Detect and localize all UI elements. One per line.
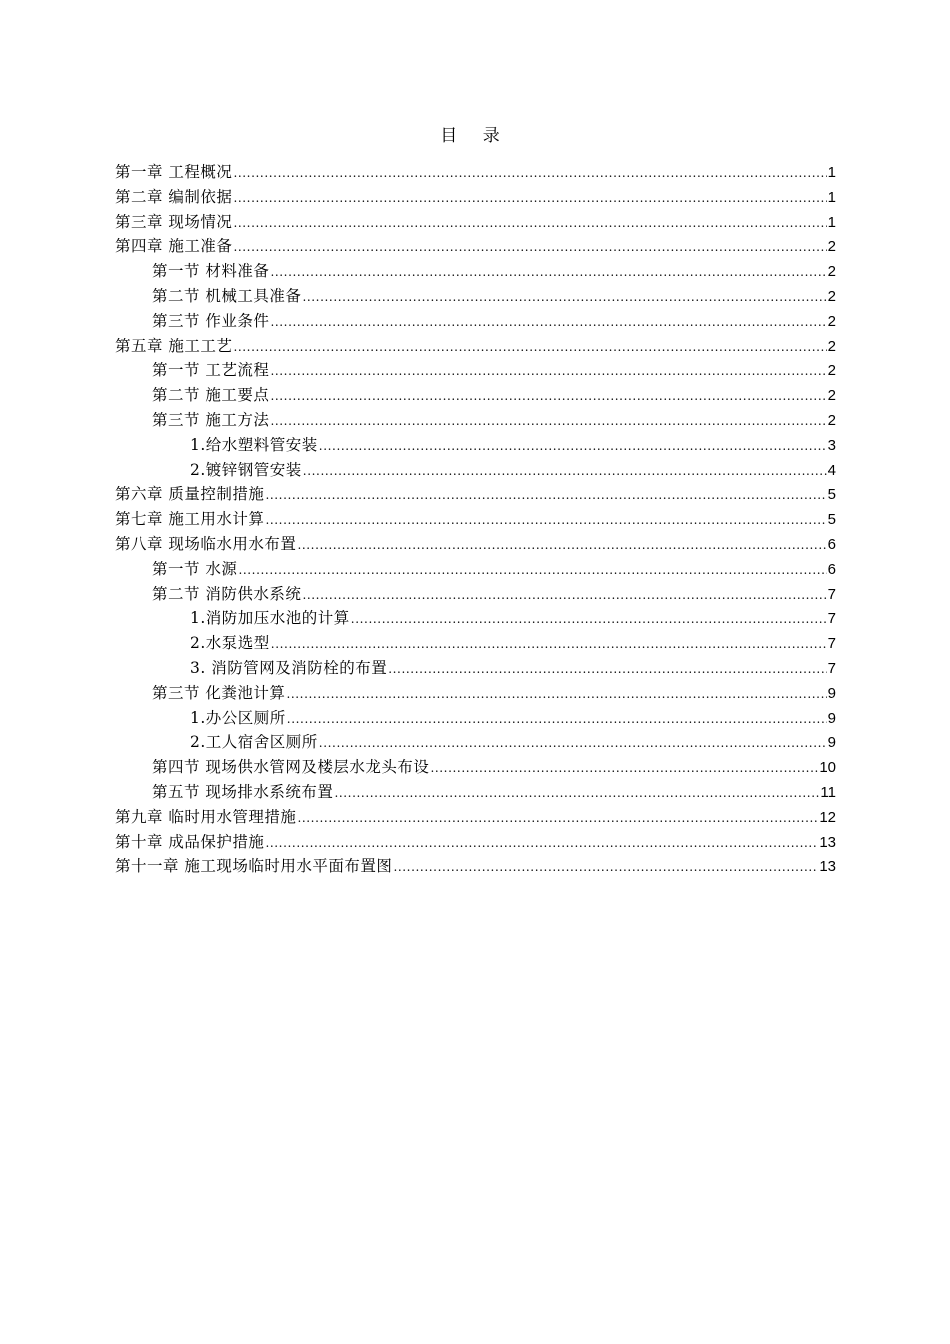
toc-entry-label: 第二节 消防供水系统 <box>152 584 302 603</box>
toc-dot-leader <box>265 831 818 856</box>
toc-entry-label: 第一节 材料准备 <box>152 262 270 281</box>
toc-dot-leader <box>270 409 826 434</box>
toc-entry-label: 1.消防加压水池的计算 <box>190 609 350 628</box>
toc-dot-leader <box>270 260 826 285</box>
toc-dot-leader <box>351 607 827 632</box>
toc-entry-page-number: 2 <box>827 263 836 281</box>
toc-entry-page-number: 2 <box>827 387 836 405</box>
toc-entry[interactable] <box>115 458 836 483</box>
toc-entry[interactable] <box>115 631 836 656</box>
toc-entry-page-number: 7 <box>827 635 836 653</box>
toc-entry-label: 第八章 现场临水用水布置 <box>115 534 297 553</box>
toc-entry-label: 2.镀锌钢管安装 <box>190 460 302 479</box>
toc-dot-leader <box>233 211 826 236</box>
toc-entry[interactable] <box>115 830 836 855</box>
toc-entry[interactable] <box>115 259 836 284</box>
toc-entry[interactable] <box>115 309 836 334</box>
toc-dot-leader <box>233 186 826 211</box>
toc-entry-label: 第九章 临时用水管理措施 <box>115 807 297 826</box>
toc-dot-leader <box>233 161 826 186</box>
toc-entry[interactable] <box>115 507 836 532</box>
toc-entry[interactable] <box>115 606 836 631</box>
toc-entry-label: 1.给水塑料管安装 <box>190 435 318 454</box>
toc-dot-leader <box>393 855 818 880</box>
toc-entry[interactable] <box>115 284 836 309</box>
toc-dot-leader <box>270 359 826 384</box>
toc-entry-label: 第七章 施工用水计算 <box>115 510 265 529</box>
toc-entry[interactable] <box>115 706 836 731</box>
toc-entry[interactable] <box>115 334 836 359</box>
toc-dot-leader <box>265 483 826 508</box>
toc-entry-page-number: 6 <box>827 535 836 553</box>
toc-dot-leader <box>303 459 827 484</box>
toc-entry-page-number: 5 <box>827 486 836 504</box>
toc-dot-leader <box>388 657 826 682</box>
toc-entry-page-number: 9 <box>827 684 836 702</box>
toc-entry[interactable] <box>115 780 836 805</box>
toc-dot-leader <box>287 707 827 732</box>
toc-entry-label: 第二章 编制依据 <box>115 187 233 206</box>
toc-entry-label: 第五章 施工工艺 <box>115 336 233 355</box>
toc-entry[interactable] <box>115 210 836 235</box>
toc-entry-label: 2.工人宿舍区厕所 <box>190 733 318 752</box>
toc-entry-page-number: 9 <box>827 709 836 727</box>
toc-entry-page-number: 2 <box>827 287 836 305</box>
toc-entry-page-number: 2 <box>827 337 836 355</box>
toc-dot-leader <box>302 285 826 310</box>
toc-entry-page-number: 13 <box>819 833 836 851</box>
toc-entry-label: 1.办公区厕所 <box>190 708 286 727</box>
toc-entry[interactable] <box>115 854 836 879</box>
toc-dot-leader <box>233 235 826 260</box>
toc-entry[interactable] <box>115 408 836 433</box>
toc-entry-page-number: 9 <box>827 734 836 752</box>
toc-entry-page-number: 7 <box>827 610 836 628</box>
toc-entry[interactable] <box>115 805 836 830</box>
toc-entry[interactable] <box>115 582 836 607</box>
toc-entry-label: 3. 消防管网及消防栓的布置 <box>190 658 388 677</box>
toc-entry-page-number: 1 <box>827 213 836 231</box>
toc-dot-leader <box>319 434 827 459</box>
toc-entry-page-number: 10 <box>819 759 836 777</box>
toc-entry[interactable] <box>115 730 836 755</box>
toc-entry-label: 第四节 现场供水管网及楼层水龙头布设 <box>152 758 430 777</box>
toc-entry[interactable] <box>115 358 836 383</box>
toc-entry[interactable] <box>115 433 836 458</box>
toc-entry[interactable] <box>115 160 836 185</box>
table-of-contents <box>115 160 836 879</box>
toc-entry-page-number: 13 <box>819 858 836 876</box>
toc-entry-page-number: 1 <box>827 188 836 206</box>
toc-entry-label: 第三节 作业条件 <box>152 311 270 330</box>
toc-entry-label: 第六章 质量控制措施 <box>115 485 265 504</box>
toc-entry-page-number: 7 <box>827 659 836 677</box>
toc-entry[interactable] <box>115 755 836 780</box>
toc-dot-leader <box>271 632 827 657</box>
toc-dot-leader <box>286 682 826 707</box>
toc-entry-page-number: 4 <box>827 461 836 479</box>
toc-entry-label: 第一节 水源 <box>152 559 238 578</box>
toc-entry-label: 第二节 机械工具准备 <box>152 286 302 305</box>
toc-entry-label: 第五节 现场排水系统布置 <box>152 782 334 801</box>
toc-entry[interactable] <box>115 532 836 557</box>
toc-entry-page-number: 7 <box>827 585 836 603</box>
toc-entry-label: 第二节 施工要点 <box>152 386 270 405</box>
toc-dot-leader <box>265 508 826 533</box>
toc-dot-leader <box>270 384 826 409</box>
toc-entry-label: 第四章 施工准备 <box>115 237 233 256</box>
toc-dot-leader <box>270 310 826 335</box>
toc-entry[interactable] <box>115 234 836 259</box>
toc-entry[interactable] <box>115 681 836 706</box>
toc-entry-label: 2.水泵选型 <box>190 634 270 653</box>
toc-entry[interactable] <box>115 185 836 210</box>
toc-entry-page-number: 11 <box>820 783 836 801</box>
toc-dot-leader <box>238 558 826 583</box>
toc-dot-leader <box>233 335 826 360</box>
toc-entry-page-number: 12 <box>819 808 836 826</box>
toc-dot-leader <box>297 533 826 558</box>
toc-dot-leader <box>319 731 827 756</box>
toc-entry-page-number: 2 <box>827 411 836 429</box>
toc-entry-label: 第三节 化粪池计算 <box>152 683 286 702</box>
toc-dot-leader <box>302 583 826 608</box>
toc-entry-label: 第十章 成品保护措施 <box>115 832 265 851</box>
toc-entry-page-number: 5 <box>827 511 836 529</box>
toc-entry-page-number: 1 <box>827 164 836 181</box>
toc-entry-label: 第一节 工艺流程 <box>152 361 270 380</box>
toc-entry[interactable] <box>115 482 836 507</box>
toc-entry-label: 第一章 工程概况 <box>115 163 233 181</box>
toc-entry[interactable] <box>115 557 836 582</box>
toc-entry-label: 第三节 施工方法 <box>152 410 270 429</box>
toc-title: 目 录 <box>440 126 510 146</box>
toc-entry-label: 第三章 现场情况 <box>115 212 233 231</box>
toc-entry-page-number: 2 <box>827 238 836 256</box>
toc-entry[interactable] <box>115 383 836 408</box>
toc-dot-leader <box>430 756 818 781</box>
toc-dot-leader <box>297 806 818 831</box>
toc-entry-page-number: 2 <box>827 362 836 380</box>
toc-entry-page-number: 6 <box>827 560 836 578</box>
toc-entry-page-number: 2 <box>827 312 836 330</box>
toc-entry-page-number: 3 <box>827 436 836 454</box>
toc-dot-leader <box>334 781 819 806</box>
toc-entry[interactable] <box>115 656 836 681</box>
toc-entry-label: 第十一章 施工现场临时用水平面布置图 <box>115 857 393 876</box>
